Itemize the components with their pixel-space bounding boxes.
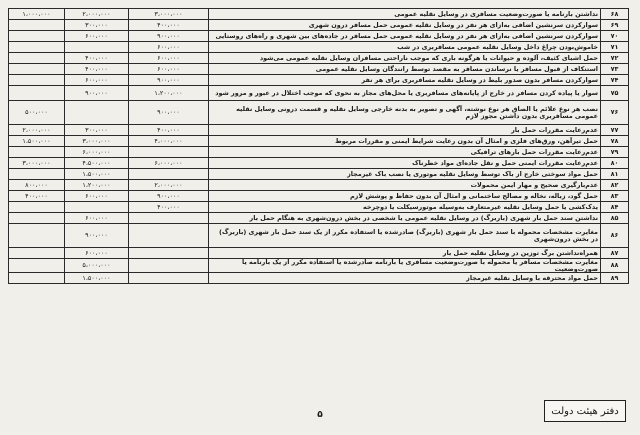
fine-amount-3	[9, 224, 65, 248]
fine-amount-2: ۹۰۰،۰۰۰	[65, 224, 129, 248]
fine-amount-3	[9, 202, 65, 213]
violation-description: نصب هر نوع علائم یا الصاق هر نوع نوشته، آگهی و تصویر به بدنه خارجی وسایل نقلیه و قسمت درونی وسایل نقلیه عمومی مسافربری بدون داشتن مجوز لازم	[209, 101, 601, 125]
fine-amount-1: ۴۰۰،۰۰۰	[129, 20, 209, 31]
fine-amount-2: ۱،۵۰۰،۰۰۰	[65, 169, 129, 180]
fine-amount-1: ۴۰۰،۰۰۰	[129, 125, 209, 136]
fine-amount-3: ۱،۵۰۰،۰۰۰	[9, 136, 65, 147]
fine-amount-3	[9, 147, 65, 158]
row-number: ۷۵	[601, 86, 629, 101]
fine-amount-3: ۳،۰۰۰،۰۰۰	[9, 158, 65, 169]
violation-description: سوارکردن سرنشین اضافی به‌ازای هر نفر در وسایل نقلیه عمومی حمل مسافر در جاده‌های بین شهری و راه‌های روستایی	[209, 31, 601, 42]
fine-amount-2: ۶۰۰،۰۰۰	[65, 248, 129, 259]
row-number: ۸۵	[601, 213, 629, 224]
violation-description: یدک‌کشی یا حمل وسایل نقلیه غیرمتعارف به‌وسیله موتورسیکلت یا دوچرخه	[209, 202, 601, 213]
violation-description: سوار یا پیاده کردن مسافر در خارج از پایانه‌های مسافربری یا محل‌های مجاز به نحوی که موجب اختلال در عبور و مرور شود	[209, 86, 601, 101]
table-row	[9, 158, 629, 169]
fine-amount-3: ۵۰۰،۰۰۰	[9, 101, 65, 125]
violation-description: نداشتن سند حمل بار شهری (باربرگ) در وسایل نقلیه عمومی یا شخصی در بخش درون‌شهری به هنگام حمل بار	[209, 213, 601, 224]
row-number: ۷۶	[601, 101, 629, 125]
table-row	[9, 86, 629, 101]
fine-amount-1: ۶۰۰،۰۰۰	[129, 42, 209, 53]
violation-description: حمل مواد سوختی خارج از باک توسط وسایل نقلیه موتوری یا نصب باک غیرمجاز	[209, 169, 601, 180]
violation-description: عدم‌بارگیری صحیح و مهار ایمن محمولات	[209, 180, 601, 191]
table-row	[9, 224, 629, 248]
row-number: ۸۹	[601, 273, 629, 284]
table-row	[9, 147, 629, 158]
row-number: ۸۰	[601, 158, 629, 169]
fine-amount-1: ۹۰۰،۰۰۰	[129, 191, 209, 202]
fine-amount-2: ۳۰۰،۰۰۰	[65, 125, 129, 136]
violation-description: مغایرت مشخصات محموله با سند حمل بار شهری (باربرگ) صادرشده یا استفاده مکرر از یک سند حمل بار شهری (باربرگ) در بخش درون‌شهری	[209, 224, 601, 248]
fine-amount-2: ۱،۵۰۰،۰۰۰	[65, 273, 129, 284]
violation-description: حمل اشیای کثیف، آلوده و حیوانات یا هرگونه باری که موجب ناراحتی مسافران وسایل نقلیه عمومی می‌شود	[209, 53, 601, 64]
fine-amount-2: ۶۰۰،۰۰۰	[65, 31, 129, 42]
fine-amount-3	[9, 259, 65, 273]
violation-description: حمل تیرآهن، ورق‌های فلزی و امثال آن بدون رعایت شرایط ایمنی و مقررات مربوط	[209, 136, 601, 147]
row-number: ۸۲	[601, 180, 629, 191]
fine-amount-2	[65, 42, 129, 53]
row-number: ۷۳	[601, 64, 629, 75]
violation-description: همراه‌نداشتن برگ توزین در وسایل نقلیه حمل بار	[209, 248, 601, 259]
fine-amount-1	[129, 273, 209, 284]
fine-amount-3	[9, 20, 65, 31]
fine-amount-2: ۶۰۰،۰۰۰	[65, 213, 129, 224]
fine-amount-3: ۲،۰۰۰،۰۰۰	[9, 125, 65, 136]
violation-description: حمل مواد محترقه با وسایل نقلیه غیرمجاز	[209, 273, 601, 284]
fine-amount-3: ۴۰۰،۰۰۰	[9, 191, 65, 202]
fine-amount-1	[129, 169, 209, 180]
table-row	[9, 42, 629, 53]
fine-amount-1: ۹۰۰،۰۰۰	[129, 101, 209, 125]
table-row	[9, 202, 629, 213]
row-number: ۷۱	[601, 42, 629, 53]
row-number: ۸۱	[601, 169, 629, 180]
violation-description: نداشتن بارنامه یا صورت‌وضعیت مسافری در وسایل نقلیه عمومی	[209, 9, 601, 20]
row-number: ۶۸	[601, 9, 629, 20]
fine-amount-3: ۱،۰۰۰،۰۰۰	[9, 9, 65, 20]
fine-amount-1: ۶۰۰،۰۰۰	[129, 53, 209, 64]
fine-amount-3	[9, 213, 65, 224]
page-number: ۵	[317, 410, 323, 420]
fine-amount-2: ۶۰۰،۰۰۰	[65, 191, 129, 202]
fine-amount-1: ۱،۲۰۰،۰۰۰	[129, 86, 209, 101]
table-row	[9, 20, 629, 31]
fine-amount-1: ۹۰۰،۰۰۰	[129, 75, 209, 86]
fine-amount-1: ۶۰۰،۰۰۰	[129, 64, 209, 75]
fine-amount-1	[129, 224, 209, 248]
fine-amount-2: ۳۰۰،۰۰۰	[65, 20, 129, 31]
row-number: ۷۷	[601, 125, 629, 136]
fine-amount-1: ۴۰۰،۰۰۰	[129, 202, 209, 213]
table-row	[9, 75, 629, 86]
table-row	[9, 191, 629, 202]
table-row	[9, 31, 629, 42]
fine-amount-2	[65, 101, 129, 125]
table-row	[9, 248, 629, 259]
fine-amount-2: ۶۰۰،۰۰۰	[65, 75, 129, 86]
row-number: ۸۷	[601, 248, 629, 259]
fine-amount-1: ۶،۰۰۰،۰۰۰	[129, 158, 209, 169]
row-number: ۷۲	[601, 53, 629, 64]
row-number: ۷۰	[601, 31, 629, 42]
fine-amount-3	[9, 248, 65, 259]
table-row	[9, 259, 629, 273]
office-stamp: دفتر هیئت دولت	[544, 400, 626, 422]
fine-amount-1: ۹۰۰،۰۰۰	[129, 31, 209, 42]
violation-description: سوارکردن مسافر بدون صدور بلیط در وسایل نقلیه مسافربری برای هر نفر	[209, 75, 601, 86]
row-number: ۸۳	[601, 191, 629, 202]
fine-amount-2: ۳،۰۰۰،۰۰۰	[65, 136, 129, 147]
fine-amount-1: ۲،۰۰۰،۰۰۰	[129, 180, 209, 191]
table-row	[9, 64, 629, 75]
fine-amount-1: ۴،۰۰۰،۰۰۰	[129, 136, 209, 147]
fine-amount-2: ۴۰۰،۰۰۰	[65, 64, 129, 75]
row-number: ۷۸	[601, 136, 629, 147]
fine-amount-2: ۶،۰۰۰،۰۰۰	[65, 147, 129, 158]
violation-description: مغایرت مشخصات مسافر یا محموله با صورت‌وضعیت مسافری یا بارنامه صادرشده یا استفاده مکرر از یک بارنامه یا صورت‌وضعیت	[209, 259, 601, 273]
fine-amount-2: ۱،۲۰۰،۰۰۰	[65, 180, 129, 191]
table-row	[9, 213, 629, 224]
table-row	[9, 125, 629, 136]
fine-amount-2: ۴،۵۰۰،۰۰۰	[65, 158, 129, 169]
table-row	[9, 136, 629, 147]
violation-description: استنکاف از قبول مسافر یا نرساندن مسافر به مقصد توسط رانندگان وسایل نقلیه عمومی	[209, 64, 601, 75]
violation-description: خاموش‌بودن چراغ داخل وسایل نقلیه عمومی مسافربری در شب	[209, 42, 601, 53]
violation-description: سوارکردن سرنشین اضافی به‌ازای هر نفر در وسایل نقلیه عمومی حمل مسافر درون شهری	[209, 20, 601, 31]
fine-amount-3	[9, 64, 65, 75]
fine-amount-1	[129, 259, 209, 273]
row-number: ۸۴	[601, 202, 629, 213]
fine-amount-3: ۸۰۰،۰۰۰	[9, 180, 65, 191]
fine-amount-2	[65, 202, 129, 213]
violation-description: عدم‌رعایت مقررات حمل بارهای ترافیکی	[209, 147, 601, 158]
fine-amount-3	[9, 169, 65, 180]
fine-amount-2: ۴۰۰،۰۰۰	[65, 53, 129, 64]
fines-table	[8, 8, 629, 284]
fine-amount-2: ۲،۰۰۰،۰۰۰	[65, 9, 129, 20]
row-number: ۷۴	[601, 75, 629, 86]
row-number: ۷۹	[601, 147, 629, 158]
table-row	[9, 101, 629, 125]
violation-description: عدم‌رعایت مقررات حمل بار	[209, 125, 601, 136]
fine-amount-3	[9, 75, 65, 86]
violation-description: عدم‌رعایت مقررات ایمنی حمل و نقل جاده‌ای مواد خطرناک	[209, 158, 601, 169]
fine-amount-2: ۵،۰۰۰،۰۰۰	[65, 259, 129, 273]
fine-amount-3	[9, 273, 65, 284]
fine-amount-1	[129, 248, 209, 259]
table-row	[9, 180, 629, 191]
violation-description: حمل گود، زباله، نخاله و مصالح ساختمانی و امثال آن بدون حفاظ و پوشش لازم	[209, 191, 601, 202]
table-row	[9, 9, 629, 20]
fine-amount-3	[9, 42, 65, 53]
table-row	[9, 169, 629, 180]
fine-amount-1: ۳،۰۰۰،۰۰۰	[129, 9, 209, 20]
fine-amount-2: ۹۰۰،۰۰۰	[65, 86, 129, 101]
row-number: ۶۹	[601, 20, 629, 31]
fine-amount-3	[9, 86, 65, 101]
fine-amount-3	[9, 31, 65, 42]
row-number: ۸۸	[601, 259, 629, 273]
fine-amount-1	[129, 147, 209, 158]
table-row	[9, 53, 629, 64]
fine-amount-3	[9, 53, 65, 64]
table-row	[9, 273, 629, 284]
row-number: ۸۶	[601, 224, 629, 248]
fine-amount-1	[129, 213, 209, 224]
